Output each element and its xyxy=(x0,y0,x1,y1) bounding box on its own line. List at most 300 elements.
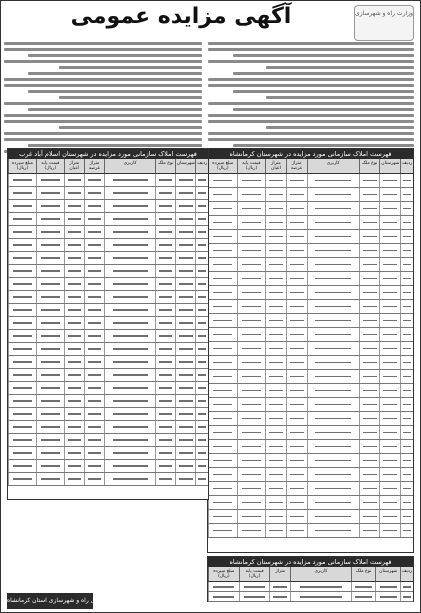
ad-body-text xyxy=(4,39,414,147)
table-cell xyxy=(175,369,195,381)
table-cell xyxy=(265,314,286,327)
table-cell xyxy=(379,328,400,341)
table-cell xyxy=(84,187,104,199)
table-cell xyxy=(36,421,64,433)
text-line xyxy=(4,120,202,123)
table-cell xyxy=(237,370,266,383)
table-cell xyxy=(307,356,359,369)
table-cell xyxy=(359,314,380,327)
properties-table-left xyxy=(7,148,209,500)
table-cell xyxy=(307,272,359,285)
column-header: متراژ عرصه xyxy=(286,159,307,173)
table-cell xyxy=(237,356,266,369)
text-line xyxy=(266,126,414,129)
table-cell xyxy=(379,300,400,313)
table-cell xyxy=(379,258,400,271)
table-cell xyxy=(64,421,84,433)
table-cell xyxy=(359,300,380,313)
table-cell xyxy=(8,252,36,264)
table-cell xyxy=(175,447,195,459)
text-line xyxy=(233,144,414,147)
text-line xyxy=(28,54,202,57)
table-cell xyxy=(286,272,307,285)
table-cell xyxy=(237,314,266,327)
table-cell xyxy=(286,286,307,299)
table-cell xyxy=(400,524,413,537)
table-row xyxy=(8,252,208,265)
table-cell xyxy=(175,187,195,199)
table-cell xyxy=(307,188,359,201)
table-cell xyxy=(237,272,266,285)
table-cell xyxy=(195,278,208,290)
table-cell xyxy=(359,342,380,355)
table-cell xyxy=(64,395,84,407)
table-cell xyxy=(104,395,155,407)
table-cell xyxy=(208,202,237,215)
table-cell xyxy=(359,496,380,509)
table-caption: فهرست املاک سازمانی مورد مزایده در شهرستان کرمانشاه xyxy=(208,557,413,567)
table-cell xyxy=(84,174,104,186)
table-row xyxy=(208,496,413,510)
table-cell xyxy=(286,202,307,215)
table-cell xyxy=(239,592,270,601)
table-row xyxy=(208,216,413,230)
table-cell xyxy=(104,317,155,329)
table-cell xyxy=(286,356,307,369)
table-header xyxy=(208,567,413,582)
table-cell xyxy=(208,244,237,257)
table-cell xyxy=(64,330,84,342)
table-cell xyxy=(237,202,266,215)
table-cell xyxy=(307,440,359,453)
table-cell xyxy=(84,408,104,420)
table-row xyxy=(208,356,413,370)
table-cell xyxy=(36,408,64,420)
table-cell xyxy=(400,384,413,397)
table-cell xyxy=(195,265,208,277)
table-cell xyxy=(64,200,84,212)
table-cell xyxy=(155,434,175,446)
table-cell xyxy=(400,342,413,355)
table-cell xyxy=(359,398,380,411)
text-line xyxy=(208,138,414,141)
table-caption: فهرست املاک سازمانی مورد مزایده در شهرستان کرمانشاه xyxy=(208,149,413,159)
table-cell xyxy=(36,265,64,277)
table-cell xyxy=(195,369,208,381)
table-cell xyxy=(359,524,380,537)
table-cell xyxy=(400,426,413,439)
column-header: متراژ اعیان xyxy=(64,159,84,173)
table-cell xyxy=(379,230,400,243)
text-line xyxy=(233,90,414,93)
table-cell xyxy=(237,426,266,439)
table-cell xyxy=(8,382,36,394)
table-cell xyxy=(208,370,237,383)
table-row xyxy=(208,286,413,300)
table-cell xyxy=(237,412,266,425)
table-row xyxy=(208,384,413,398)
table-row xyxy=(8,473,208,486)
table-cell xyxy=(379,468,400,481)
table-cell xyxy=(175,239,195,251)
table-cell xyxy=(290,582,350,591)
table-cell xyxy=(359,510,380,523)
table-cell xyxy=(208,582,239,591)
table-cell xyxy=(64,369,84,381)
table-cell xyxy=(8,200,36,212)
table-cell xyxy=(36,473,64,485)
table-cell xyxy=(36,434,64,446)
table-row xyxy=(8,447,208,460)
table-cell xyxy=(265,174,286,187)
table-cell xyxy=(307,524,359,537)
table-cell xyxy=(400,328,413,341)
table-cell xyxy=(8,395,36,407)
table-cell xyxy=(175,356,195,368)
column-header: متراژ xyxy=(269,567,290,581)
text-line xyxy=(4,48,202,51)
table-row xyxy=(8,434,208,447)
table-cell xyxy=(359,258,380,271)
table-cell xyxy=(307,202,359,215)
table-cell xyxy=(36,317,64,329)
table-cell xyxy=(36,213,64,225)
table-cell xyxy=(208,482,237,495)
text-line xyxy=(28,90,202,93)
table-row xyxy=(8,213,208,226)
table-cell xyxy=(208,398,237,411)
table-row xyxy=(8,356,208,369)
table-cell xyxy=(307,412,359,425)
table-cell xyxy=(84,460,104,472)
text-line xyxy=(28,144,202,147)
table-cell xyxy=(104,369,155,381)
table-row xyxy=(208,188,413,202)
table-cell xyxy=(64,434,84,446)
table-cell xyxy=(286,496,307,509)
column-header: مبلغ سپرده (ریال) xyxy=(208,567,239,581)
table-cell xyxy=(175,278,195,290)
table-cell xyxy=(104,408,155,420)
table-cell xyxy=(36,187,64,199)
table-cell xyxy=(379,496,400,509)
table-cell xyxy=(237,188,266,201)
table-cell xyxy=(64,447,84,459)
table-cell xyxy=(155,408,175,420)
table-cell xyxy=(265,370,286,383)
column-header: نوع ملک xyxy=(359,159,380,173)
table-row xyxy=(208,328,413,342)
table-cell xyxy=(265,286,286,299)
table-cell xyxy=(286,258,307,271)
table-cell xyxy=(195,226,208,238)
table-row xyxy=(8,187,208,200)
table-cell xyxy=(36,460,64,472)
table-cell xyxy=(195,395,208,407)
table-cell xyxy=(379,412,400,425)
text-line xyxy=(59,96,202,99)
table-cell xyxy=(400,370,413,383)
table-cell xyxy=(379,524,400,537)
table-cell xyxy=(175,395,195,407)
text-line xyxy=(266,66,414,69)
table-cell xyxy=(104,356,155,368)
table-cell xyxy=(286,314,307,327)
table-cell xyxy=(265,440,286,453)
table-cell xyxy=(8,291,36,303)
table-cell xyxy=(379,356,400,369)
table-header xyxy=(8,159,208,174)
table-cell xyxy=(104,239,155,251)
table-row xyxy=(208,202,413,216)
table-cell xyxy=(359,174,380,187)
table-cell xyxy=(155,317,175,329)
table-row xyxy=(208,440,413,454)
table-row xyxy=(208,524,413,538)
table-cell xyxy=(265,496,286,509)
intro-column-left xyxy=(4,39,202,147)
table-row xyxy=(8,382,208,395)
ministry-logo xyxy=(354,5,414,41)
table-cell xyxy=(307,258,359,271)
table-cell xyxy=(104,187,155,199)
table-cell xyxy=(400,216,413,229)
table-cell xyxy=(175,473,195,485)
table-cell xyxy=(155,382,175,394)
table-cell xyxy=(155,304,175,316)
table-cell xyxy=(359,482,380,495)
table-cell xyxy=(359,426,380,439)
table-cell xyxy=(84,421,104,433)
table-cell xyxy=(359,412,380,425)
table-cell xyxy=(286,188,307,201)
table-cell xyxy=(155,265,175,277)
table-cell xyxy=(195,200,208,212)
table-cell xyxy=(400,440,413,453)
table-cell xyxy=(265,342,286,355)
table-cell xyxy=(84,265,104,277)
table-cell xyxy=(400,582,413,591)
table-cell xyxy=(8,304,36,316)
table-cell xyxy=(379,188,400,201)
table-cell xyxy=(379,342,400,355)
table-cell xyxy=(8,369,36,381)
table-cell xyxy=(84,213,104,225)
table-cell xyxy=(359,328,380,341)
table-cell xyxy=(64,213,84,225)
text-line xyxy=(208,120,414,123)
table-cell xyxy=(265,230,286,243)
table-row xyxy=(8,174,208,187)
text-line xyxy=(208,78,414,81)
table-cell xyxy=(307,482,359,495)
text-line xyxy=(208,84,414,87)
table-cell xyxy=(155,174,175,186)
table-cell xyxy=(195,239,208,251)
table-cell xyxy=(64,239,84,251)
table-cell xyxy=(208,314,237,327)
table-cell xyxy=(208,468,237,481)
table-cell xyxy=(64,278,84,290)
table-cell xyxy=(307,286,359,299)
table-cell xyxy=(400,300,413,313)
table-cell xyxy=(84,278,104,290)
table-cell xyxy=(64,356,84,368)
table-cell xyxy=(8,356,36,368)
column-header: شهرستان xyxy=(375,567,400,581)
text-line xyxy=(208,102,414,105)
table-cell xyxy=(307,384,359,397)
table-cell xyxy=(195,252,208,264)
text-line xyxy=(59,66,202,69)
table-cell xyxy=(265,468,286,481)
table-cell xyxy=(104,252,155,264)
table-cell xyxy=(155,473,175,485)
table-cell xyxy=(64,291,84,303)
table-cell xyxy=(239,582,270,591)
table-cell xyxy=(64,187,84,199)
table-row xyxy=(208,230,413,244)
column-header: شهرستان xyxy=(175,159,195,173)
table-cell xyxy=(84,200,104,212)
table-cell xyxy=(195,304,208,316)
table-cell xyxy=(208,412,237,425)
table-cell xyxy=(84,343,104,355)
table-cell xyxy=(286,342,307,355)
text-line xyxy=(4,60,202,63)
table-row xyxy=(8,395,208,408)
table-cell xyxy=(175,434,195,446)
table-header xyxy=(208,159,413,174)
table-cell xyxy=(359,272,380,285)
table-cell xyxy=(195,291,208,303)
table-cell xyxy=(8,226,36,238)
column-header: قیمت پایه (ریال) xyxy=(239,567,270,581)
table-row xyxy=(208,258,413,272)
table-cell xyxy=(175,200,195,212)
table-cell xyxy=(400,202,413,215)
table-cell xyxy=(286,454,307,467)
table-cell xyxy=(8,421,36,433)
column-header: مبلغ سپرده (ریال) xyxy=(8,159,36,173)
table-cell xyxy=(64,226,84,238)
table-cell xyxy=(8,239,36,251)
table-cell xyxy=(379,244,400,257)
table-cell xyxy=(8,330,36,342)
table-cell xyxy=(84,356,104,368)
table-cell xyxy=(36,395,64,407)
table-cell xyxy=(208,188,237,201)
table-cell xyxy=(286,244,307,257)
table-cell xyxy=(208,454,237,467)
table-cell xyxy=(208,174,237,187)
table-cell xyxy=(286,384,307,397)
table-cell xyxy=(208,230,237,243)
ad-title: آگهی مزایده عمومی xyxy=(70,4,292,29)
table-row xyxy=(208,482,413,496)
table-cell xyxy=(104,447,155,459)
table-cell xyxy=(195,421,208,433)
table-cell xyxy=(237,454,266,467)
text-line xyxy=(4,78,202,81)
table-cell xyxy=(175,265,195,277)
table-row xyxy=(208,370,413,384)
table-cell xyxy=(64,265,84,277)
table-cell xyxy=(400,454,413,467)
table-cell xyxy=(155,330,175,342)
issuer-footer: اداره کل راه و شهرسازی استان کرمانشاه xyxy=(7,593,93,609)
table-cell xyxy=(104,382,155,394)
table-cell xyxy=(379,370,400,383)
table-cell xyxy=(84,330,104,342)
table-cell xyxy=(351,592,376,601)
table-cell xyxy=(359,286,380,299)
table-cell xyxy=(155,395,175,407)
table-cell xyxy=(307,300,359,313)
table-cell xyxy=(286,398,307,411)
table-cell xyxy=(195,473,208,485)
table-cell xyxy=(265,412,286,425)
table-cell xyxy=(400,496,413,509)
table-cell xyxy=(375,592,400,601)
table-cell xyxy=(359,370,380,383)
table-cell xyxy=(195,174,208,186)
table-cell xyxy=(400,188,413,201)
table-cell xyxy=(8,187,36,199)
table-cell xyxy=(84,304,104,316)
table-cell xyxy=(175,317,195,329)
table-cell xyxy=(84,252,104,264)
table-cell xyxy=(265,398,286,411)
table-cell xyxy=(195,408,208,420)
table-cell xyxy=(400,398,413,411)
table-cell xyxy=(269,592,290,601)
table-cell xyxy=(8,434,36,446)
column-header: متراژ اعیان xyxy=(265,159,286,173)
table-cell xyxy=(155,226,175,238)
table-row xyxy=(208,510,413,524)
table-cell xyxy=(104,421,155,433)
table-row xyxy=(8,369,208,382)
table-cell xyxy=(64,473,84,485)
table-cell xyxy=(208,286,237,299)
table-cell xyxy=(400,286,413,299)
table-cell xyxy=(307,230,359,243)
table-cell xyxy=(307,468,359,481)
table-row xyxy=(8,291,208,304)
table-cell xyxy=(265,524,286,537)
text-line xyxy=(4,102,202,105)
table-cell xyxy=(208,342,237,355)
table-cell xyxy=(36,278,64,290)
table-cell xyxy=(359,188,380,201)
table-cell xyxy=(307,426,359,439)
table-cell xyxy=(155,369,175,381)
table-cell xyxy=(84,382,104,394)
table-cell xyxy=(286,328,307,341)
table-cell xyxy=(379,510,400,523)
table-cell xyxy=(195,187,208,199)
table-cell xyxy=(237,300,266,313)
table-cell xyxy=(175,304,195,316)
table-cell xyxy=(104,473,155,485)
table-cell xyxy=(36,330,64,342)
table-row xyxy=(208,244,413,258)
table-cell xyxy=(208,510,237,523)
table-cell xyxy=(400,174,413,187)
table-cell xyxy=(265,188,286,201)
table-cell xyxy=(359,230,380,243)
